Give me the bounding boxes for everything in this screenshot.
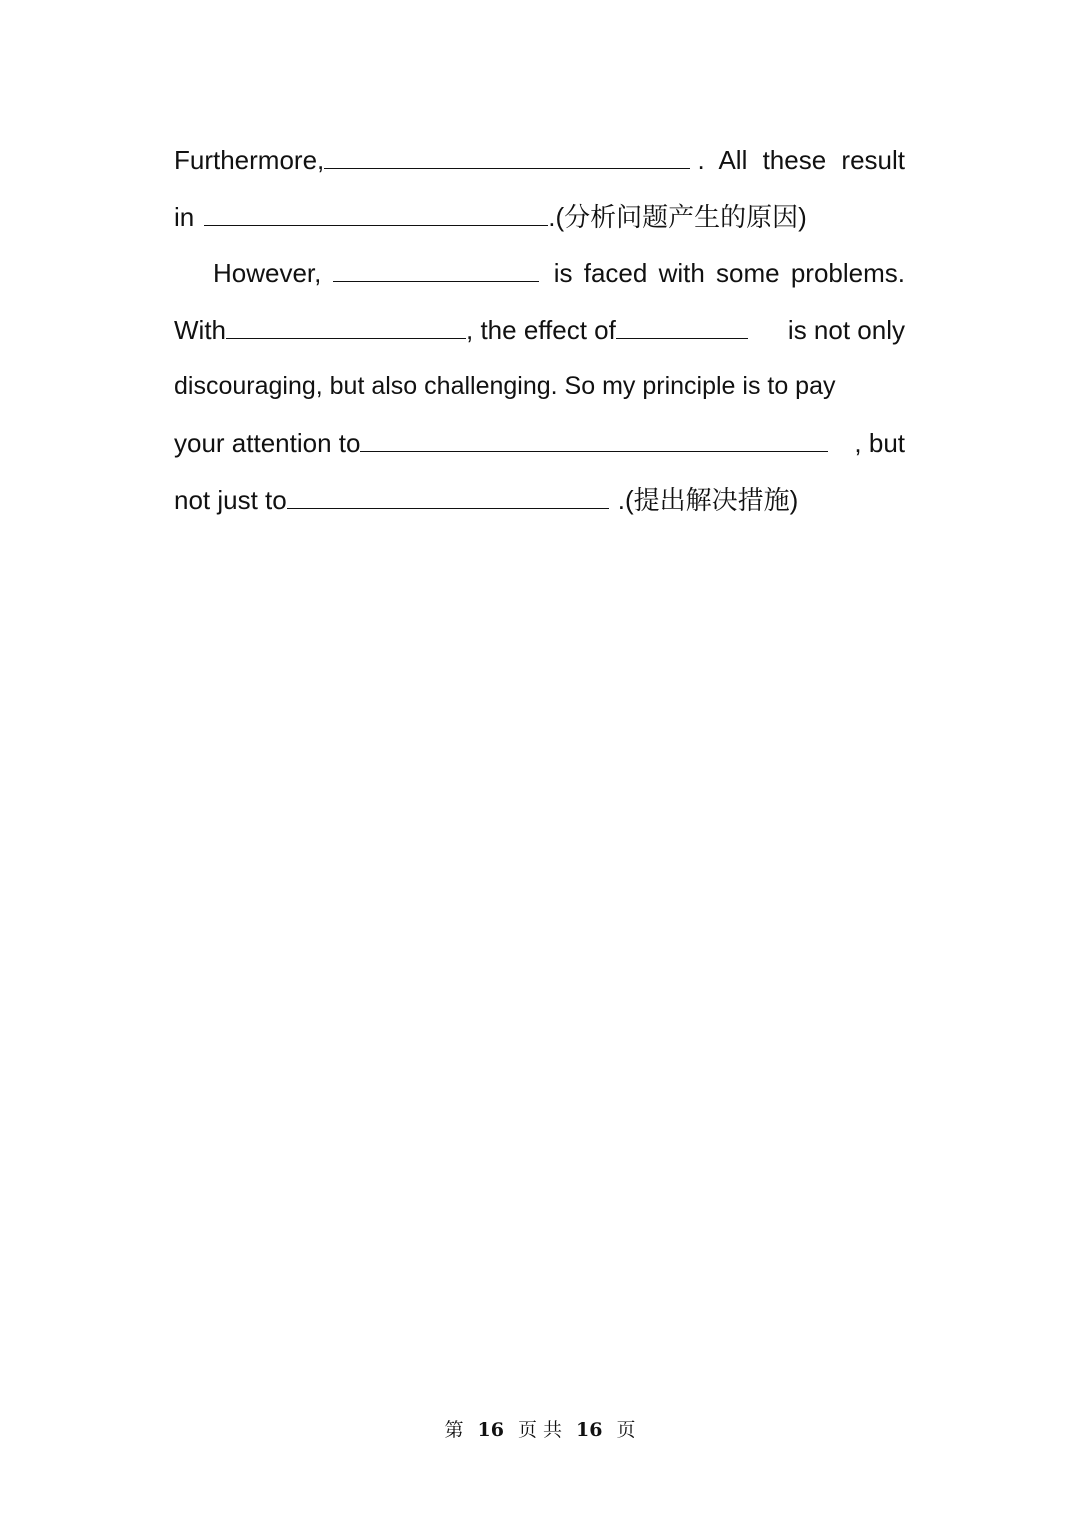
line-text: , the effect of xyxy=(466,315,616,345)
footer-suffix: 页 xyxy=(616,1419,636,1441)
footer-prefix: 第 xyxy=(444,1419,464,1441)
text-line-discouraging xyxy=(174,366,905,406)
text-line-attention xyxy=(174,423,905,463)
line-text: However, xyxy=(213,258,322,288)
line-text: your attention to xyxy=(174,428,361,458)
fill-in-blank[interactable] xyxy=(226,312,466,339)
line-text: in xyxy=(174,202,195,232)
text-line-however xyxy=(213,253,905,293)
current-page-number: 16 xyxy=(477,1419,504,1441)
fill-in-blank[interactable] xyxy=(360,425,828,452)
footer-middle: 页 共 xyxy=(517,1419,563,1441)
line-text: .(提出解决措施) xyxy=(617,485,799,515)
line-text: .(分析问题产生的原因) xyxy=(548,202,807,232)
fill-in-blank[interactable] xyxy=(204,199,548,226)
fill-in-blank[interactable] xyxy=(287,482,609,509)
line-text: is not only xyxy=(787,315,905,345)
text-line-furthermore xyxy=(174,140,905,180)
line-text: discouraging, but also challenging. So my principle is to pay xyxy=(174,372,836,400)
fill-in-blank[interactable] xyxy=(616,312,748,339)
line-text: not just to xyxy=(174,485,287,515)
text-line-not-just-to xyxy=(174,480,905,520)
text-line-result-in xyxy=(174,197,905,237)
line-text: With xyxy=(174,315,226,345)
line-text: Furthermore, xyxy=(174,145,325,175)
fill-in-blank[interactable] xyxy=(333,255,539,282)
line-text: . All these result xyxy=(697,145,905,175)
total-pages-number: 16 xyxy=(576,1419,603,1441)
line-text: , but xyxy=(854,428,905,458)
fill-in-blank[interactable] xyxy=(324,142,690,169)
line-text: is faced with some problems. xyxy=(553,258,905,288)
text-line-with xyxy=(174,310,905,350)
page-footer xyxy=(0,1416,1080,1444)
